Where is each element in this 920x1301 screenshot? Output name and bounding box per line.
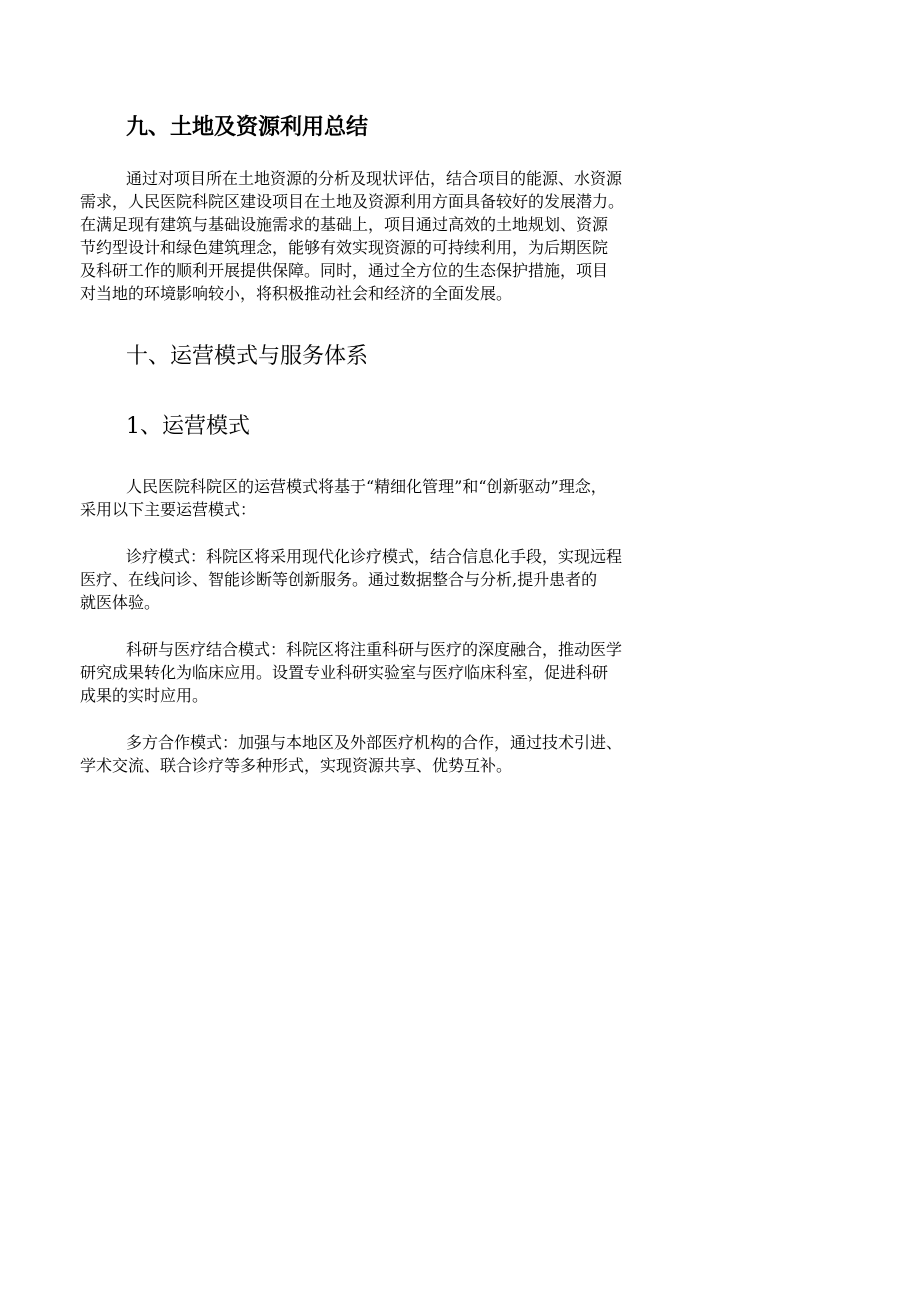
- paragraph-line: 多方合作模式：加强与本地区及外部医疗机构的合作，通过技术引进、: [126, 733, 623, 752]
- paragraph-line: 及科研工作的顺利开展提供保障。同时，通过全方位的生态保护措施，项目: [80, 261, 609, 280]
- section-9-heading: 九、土地及资源利用总结: [126, 114, 369, 140]
- paragraph-line: 需求，人民医院科院区建设项目在土地及资源利用方面具备较好的发展潜力。: [80, 192, 625, 211]
- subsection-heading: 1、运营模式: [126, 414, 250, 439]
- operation-intro-paragraph: [80, 474, 850, 520]
- paragraph-line: 就医体验。: [80, 593, 161, 612]
- paragraph-line: 研究成果转化为临床应用。设置专业科研实验室与医疗临床科室，促进科研: [80, 663, 609, 682]
- paragraph-line: 在满足现有建筑与基础设施需求的基础上，项目通过高效的土地规划、资源: [80, 215, 609, 234]
- document-page: [80, 104, 850, 776]
- paragraph-line: 成果的实时应用。: [80, 686, 209, 705]
- cooperation-mode-paragraph: [80, 730, 850, 776]
- diagnosis-mode-paragraph: [80, 544, 850, 613]
- paragraph-line: 采用以下主要运营模式：: [80, 500, 257, 519]
- section-9-paragraph: [80, 166, 850, 304]
- research-mode-paragraph: [80, 637, 850, 706]
- paragraph-line: 通过对项目所在土地资源的分析及现状评估，结合项目的能源、水资源: [126, 169, 623, 188]
- paragraph-line: 对当地的环境影响较小，将积极推动社会和经济的全面发展。: [80, 284, 513, 303]
- paragraph-line: 医疗、在线问诊、智能诊断等创新服务。通过数据整合与分析,提升患者的: [80, 570, 598, 589]
- section-10-heading: 十、运营模式与服务体系: [126, 344, 369, 369]
- paragraph-line: 节约型设计和绿色建筑理念，能够有效实现资源的可持续利用，为后期医院: [80, 238, 609, 257]
- paragraph-line: 科研与医疗结合模式：科院区将注重科研与医疗的深度融合，推动医学: [126, 640, 623, 659]
- paragraph-line: 人民医院科院区的运营模式将基于“精细化管理”和“创新驱动”理念，: [126, 477, 607, 496]
- paragraph-line: 学术交流、联合诊疗等多种形式，实现资源共享、优势互补。: [80, 756, 513, 775]
- paragraph-line: 诊疗模式：科院区将采用现代化诊疗模式，结合信息化手段，实现远程: [126, 547, 623, 566]
